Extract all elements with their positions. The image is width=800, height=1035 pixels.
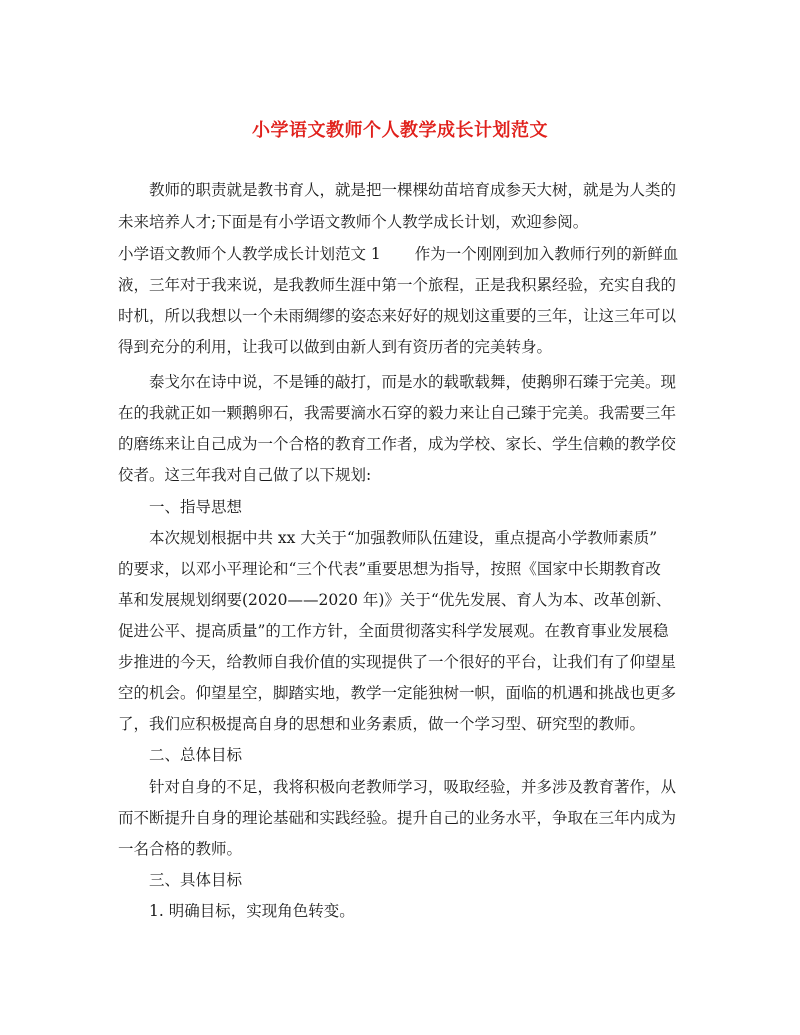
paragraph-line: 步推进的今天，给教师自我价值的实现提供了一个很好的平台，让我们有了仰望星	[118, 653, 677, 671]
section-heading: 一、指导思想	[149, 498, 243, 516]
section-heading: 二、总体目标	[149, 746, 243, 764]
paragraph-line: 一名合格的教师。	[118, 840, 243, 858]
paragraph-line	[118, 244, 698, 264]
paragraph-line: 液，三年对于我来说，是我教师生涯中第一个旅程，正是我积累经验，充实自我的	[118, 276, 677, 294]
section-heading: 三、具体目标	[149, 871, 243, 889]
paragraph-line: 而不断提升自身的理论基础和实践经验。提升自己的业务水平，争取在三年内成为	[118, 809, 677, 827]
paragraph-line: 针对自身的不足，我将积极向老教师学习，吸取经验，并多涉及教育著作，从	[149, 778, 677, 796]
section-heading: 小学语文教师个人教学成长计划范文 1	[118, 245, 381, 263]
list-item: 1. 明确目标，实现角色转变。	[149, 902, 355, 920]
paragraph-line: 得到充分的利用，让我可以做到由新人到有资历者的完美转身。	[118, 338, 553, 356]
paragraph-text: 作为一个刚刚到加入教师行列的新鲜血	[414, 245, 679, 263]
paragraph-line: 的要求，以邓小平理论和“三个代表”重要思想为指导，按照《国家中长期教育改	[118, 560, 661, 578]
paragraph-line: 泰戈尔在诗中说，不是锤的敲打，而是水的载歌载舞，使鹅卵石臻于完美。现	[149, 373, 677, 391]
paragraph-line: 了，我们应积极提高自身的思想和业务素质，做一个学习型、研究型的教师。	[118, 715, 646, 733]
paragraph-line: 促进公平、提高质量”的工作方针，全面贯彻落实科学发展观。在教育事业发展稳	[118, 622, 669, 640]
paragraph-line: 在的我就正如一颗鹅卵石，我需要滴水石穿的毅力来让自己臻于完美。我需要三年	[118, 404, 677, 422]
paragraph-line: 革和发展规划纲要(2020——2020 年)》关于“优先发展、育人为本、改革创新、	[118, 591, 672, 609]
document-title: 小学语文教师个人教学成长计划范文	[252, 120, 548, 141]
paragraph-line: 空的机会。仰望星空，脚踏实地，教学一定能独树一帜，面临的机遇和挑战也更多	[118, 684, 677, 702]
paragraph-line: 未来培养人才;下面是有小学语文教师个人教学成长计划，欢迎参阅。	[118, 213, 589, 231]
paragraph-line: 的磨练来让自己成为一个合格的教育工作者，成为学校、家长、学生信赖的教学佼	[118, 435, 677, 453]
paragraph-line: 时机，所以我想以一个未雨绸缪的姿态来好好的规划这重要的三年，让这三年可以	[118, 307, 677, 325]
paragraph-line: 本次规划根据中共 xx 大关于“加强教师队伍建设，重点提高小学教师素质”	[149, 529, 658, 547]
paragraph-line: 佼者。这三年我对自己做了以下规划:	[118, 466, 372, 484]
paragraph-line: 教师的职责就是教书育人，就是把一棵棵幼苗培育成参天大树，就是为人类的	[149, 181, 677, 199]
